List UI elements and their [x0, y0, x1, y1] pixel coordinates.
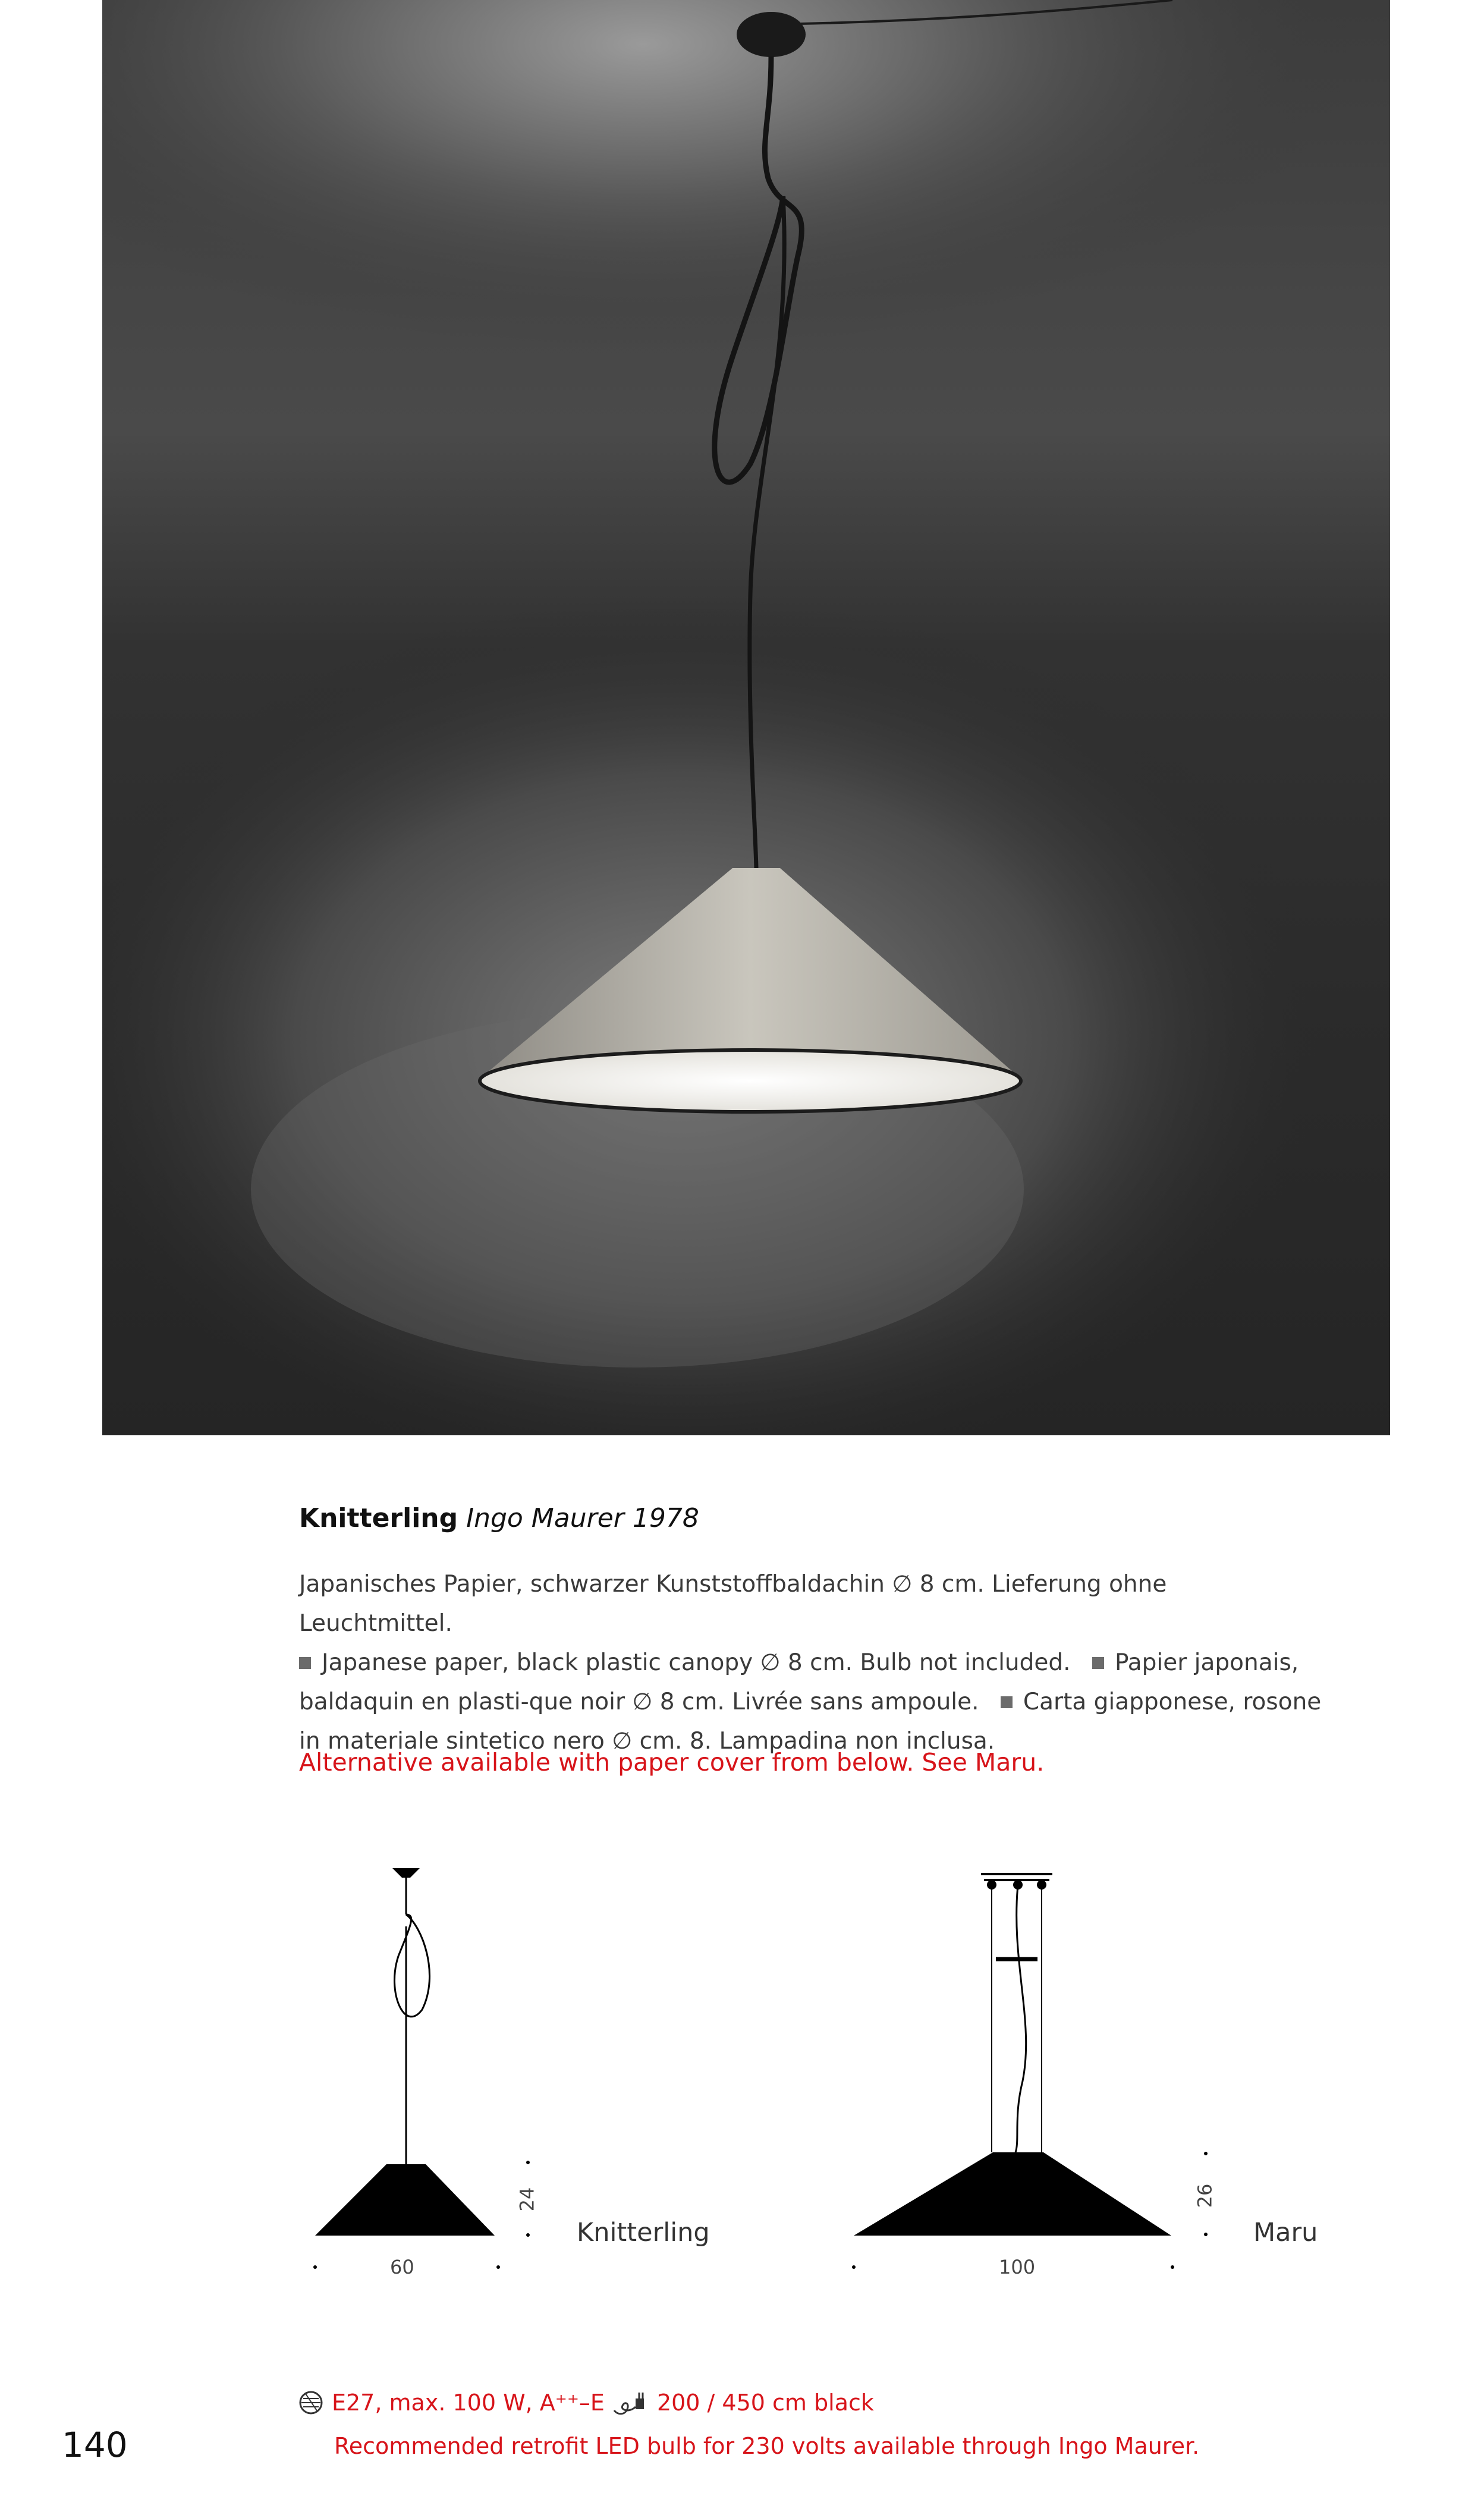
product-description: [299, 1565, 1322, 1761]
bullet-square-icon: [1092, 1657, 1104, 1669]
bullet-square-icon: [1001, 1696, 1013, 1708]
alternative-note: Alternative available with paper cover from below. See Maru.: [299, 1748, 1045, 1777]
product-name: Knitterling: [299, 1503, 458, 1533]
product-designer: Ingo Maurer 1978: [466, 1503, 699, 1533]
bulb-spec: E27, max. 100 W, A⁺⁺–E: [332, 2390, 605, 2416]
description-it: Carta giapponese, rosone in materiale sintetico nero ∅ cm. 8. Lampadina non inclusa.: [299, 1689, 1322, 1755]
technical-specs: [297, 2389, 874, 2416]
page-number: 140: [62, 2425, 128, 2465]
maru-drawing: [852, 1874, 1208, 2269]
description-en: Japanese paper, black plastic canopy ∅ 8 cm. Bulb not included.: [322, 1649, 1071, 1676]
cable-plug-icon: [612, 2389, 650, 2416]
led-recommendation: Recommended retrofit LED bulb for 230 volts available through Ingo Maurer.: [334, 2433, 1200, 2459]
knitterling-lamp-image: [102, 0, 1390, 1435]
knitterling-width-dimension: 60: [390, 2256, 414, 2278]
bulb-icon: [297, 2389, 325, 2416]
description-de: Japanisches Papier, schwarzer Kunststoffbaldachin ∅ 8 cm. Lieferung ohne Leuchtmittel.: [299, 1571, 1167, 1637]
knitterling-drawing-label: Knitterling: [577, 2218, 710, 2247]
maru-drawing-label: Maru: [1253, 2218, 1318, 2247]
knitterling-drawing: [313, 1868, 530, 2269]
product-title: [299, 1503, 699, 1533]
product-photo: [102, 0, 1390, 1435]
bullet-square-icon: [299, 1657, 311, 1669]
maru-height-dimension: 26: [1193, 2183, 1216, 2208]
maru-width-dimension: 100: [999, 2256, 1036, 2278]
cable-spec: 200 / 450 cm black: [656, 2390, 874, 2416]
description-fr: Papier japonais, baldaquin en plasti-que noir ∅ 8 cm. Livrée sans ampoule.: [299, 1649, 1299, 1715]
knitterling-height-dimension: 24: [515, 2187, 539, 2212]
